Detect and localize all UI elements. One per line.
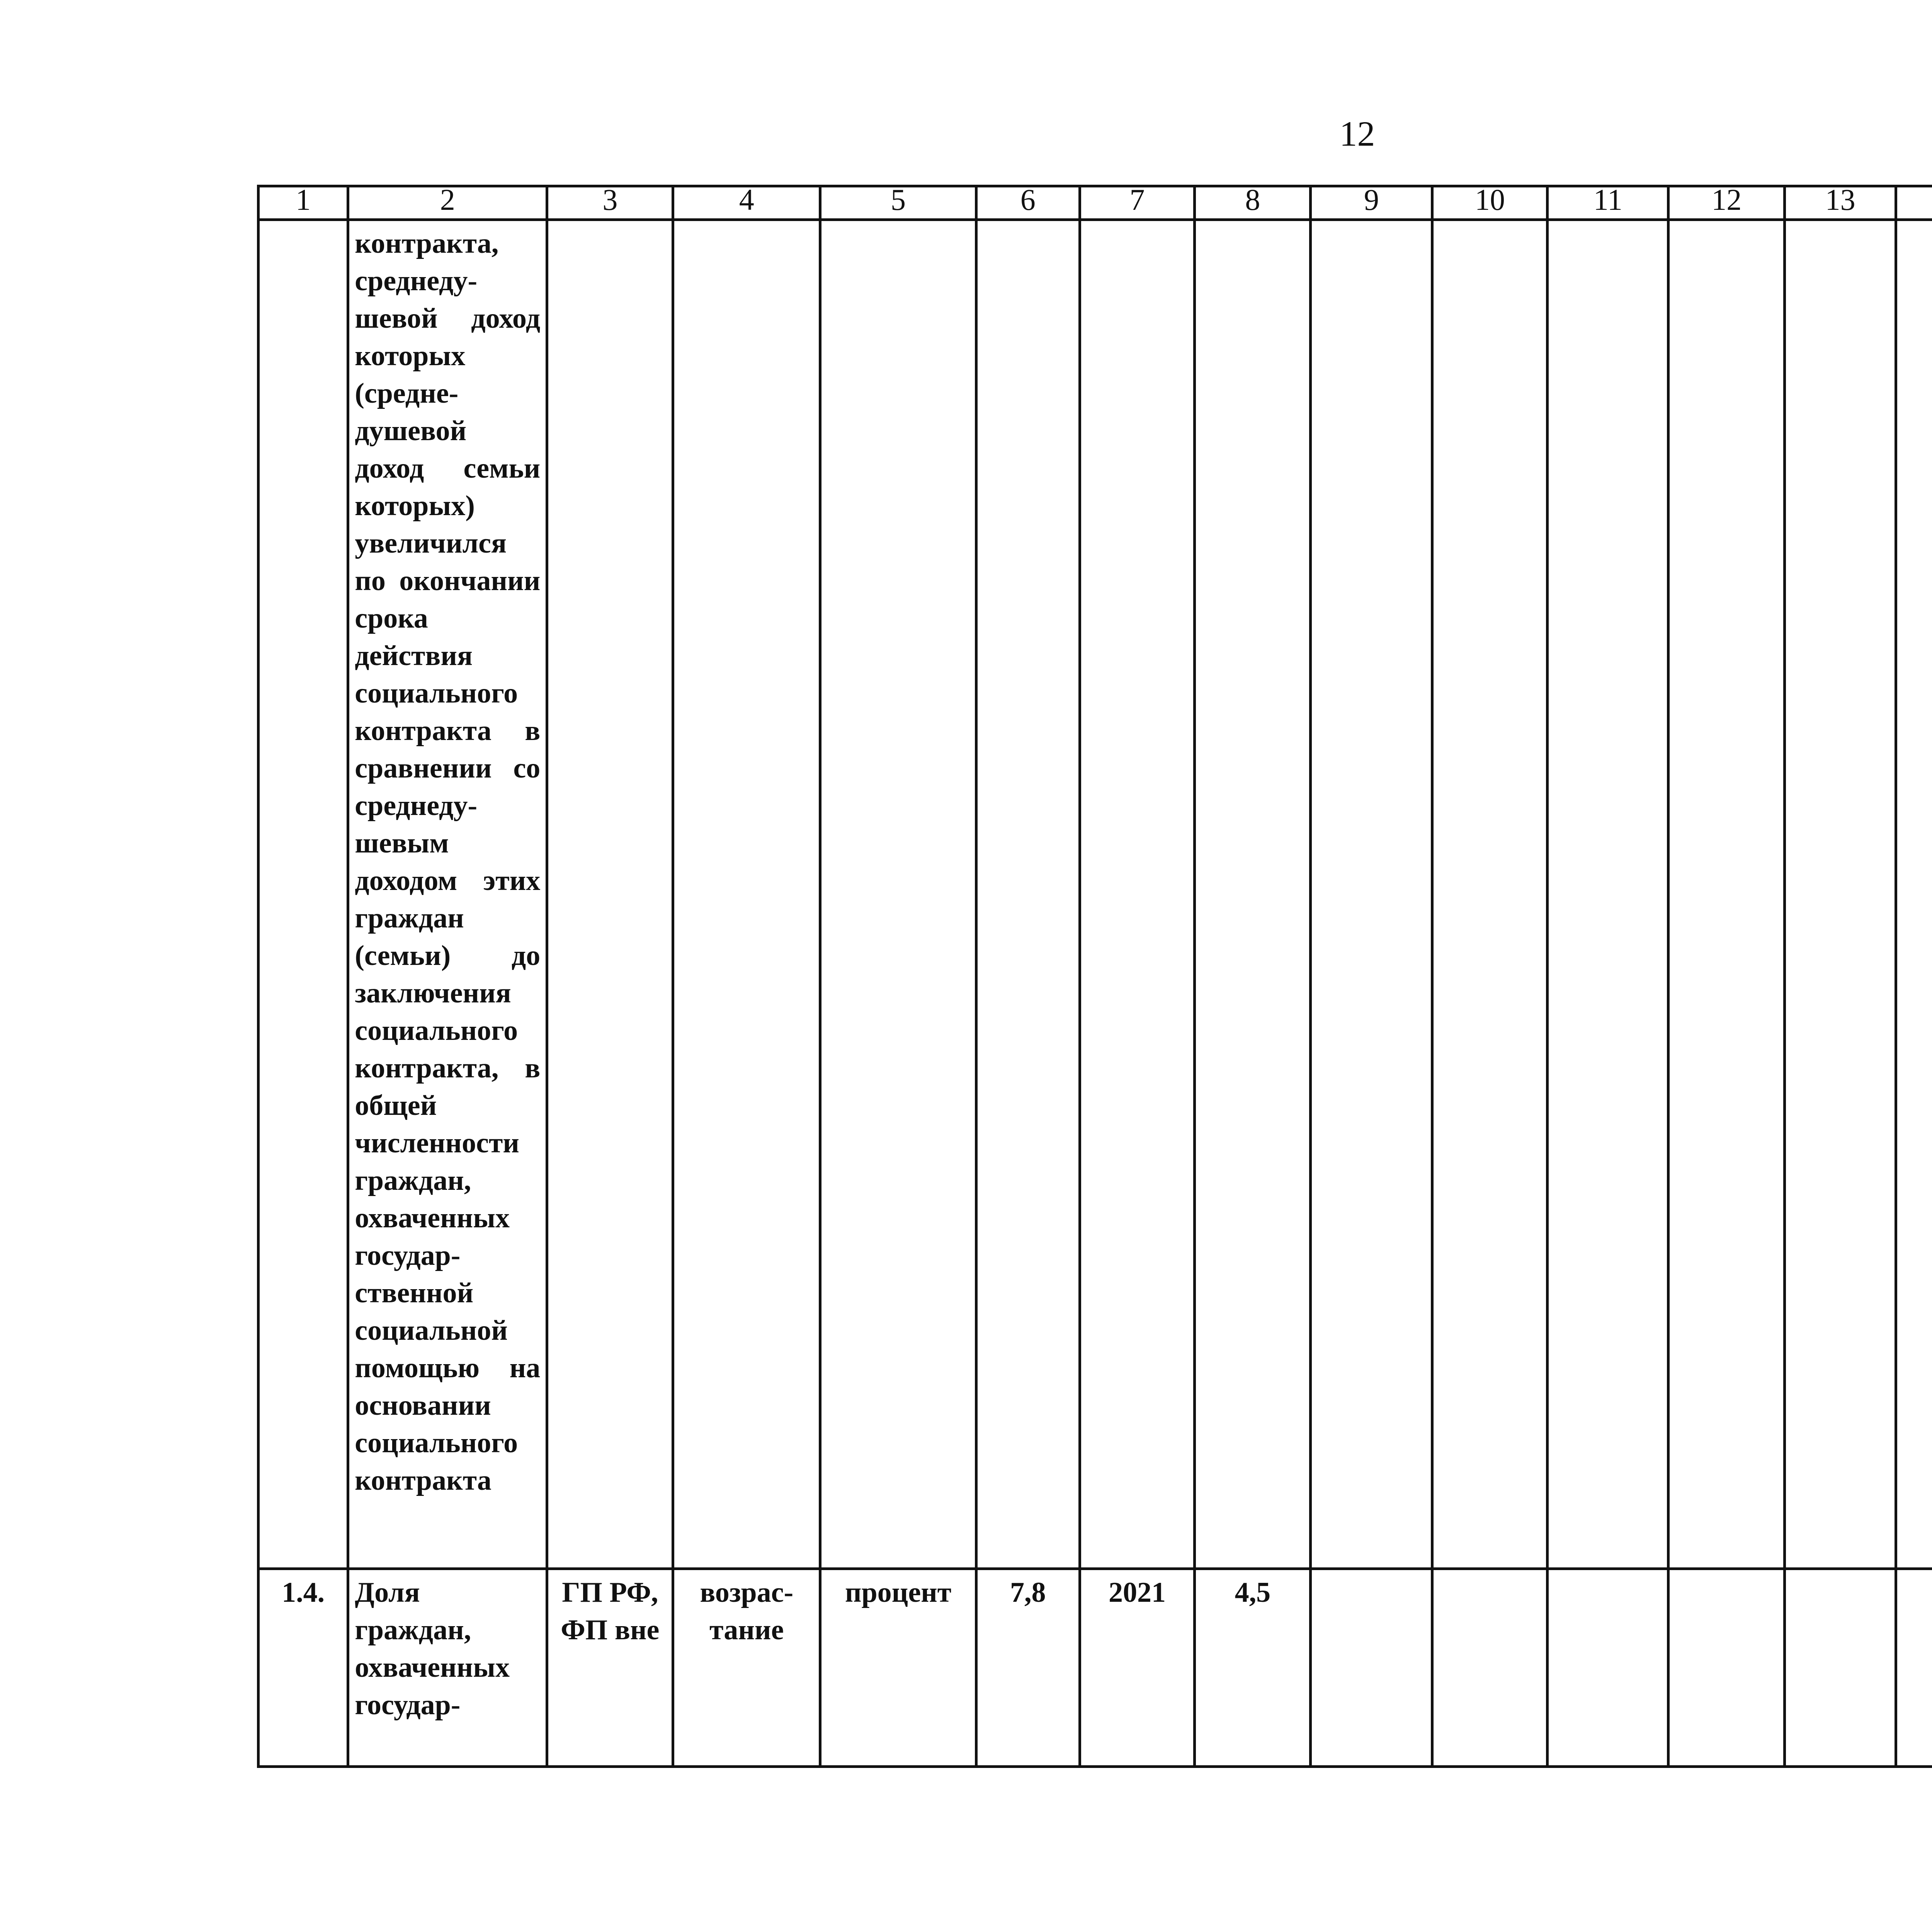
col-number: 10 [1432,186,1548,220]
trend-cell: возрас-тание [673,1569,820,1767]
col-number: 5 [820,186,976,220]
table-cell [1548,220,1668,1569]
base-year-cell: 2021 [1080,1569,1195,1767]
col-number [1896,186,1932,220]
table-cell [1896,1569,1932,1767]
table-row-continuation [259,220,1932,1569]
col-number: 9 [1311,186,1432,220]
unit-cell: процент [820,1569,976,1767]
table-cell [1195,220,1311,1569]
table-cell [1311,220,1432,1569]
table-cell [1548,1569,1668,1767]
base-value-cell: 7,8 [976,1569,1080,1767]
table-cell [1785,1569,1896,1767]
table-cell [1080,220,1195,1569]
column-number-row [259,186,1932,220]
table-cell [1668,1569,1785,1767]
table-row-1-4 [259,1569,1932,1767]
table-cell [1785,220,1896,1569]
table-cell [1432,1569,1548,1767]
col-number: 11 [1548,186,1668,220]
col-number: 1 [259,186,348,220]
page-number: 12 [1339,114,1375,153]
col-number: 13 [1785,186,1896,220]
row-number-cell: 1.4. [259,1569,348,1767]
table-cell [259,220,348,1569]
indicator-name-cell: Доля граждан, охваченных государ- [348,1569,547,1767]
col-number: 6 [976,186,1080,220]
program-type-cell: ГП РФ, ФП вне [547,1569,673,1767]
col-number: 7 [1080,186,1195,220]
indicator-name-cell: контракта, среднеду-шевой доход которых (средне-душевой доход семьи которых) увеличился по окончании срока действия социального контракта в сравнении со среднеду-шевым доходом этих граждан (семьи) до заключения социального контракта, в общей численности граждан, охваченных государ-ственной социальной помощью на основании социального контракта [348,220,547,1569]
col-number: 2 [348,186,547,220]
col-number: 12 [1668,186,1785,220]
col-number: 4 [673,186,820,220]
table-cell [1311,1569,1432,1767]
table-cell [1896,220,1932,1569]
indicators-table [257,185,1932,1768]
col-number: 8 [1195,186,1311,220]
table-cell [673,220,820,1569]
table-cell [547,220,673,1569]
table-cell [820,220,976,1569]
col-number: 3 [547,186,673,220]
table-cell [1432,220,1548,1569]
table-cell [1668,220,1785,1569]
table-cell [976,220,1080,1569]
value-cell: 4,5 [1195,1569,1311,1767]
